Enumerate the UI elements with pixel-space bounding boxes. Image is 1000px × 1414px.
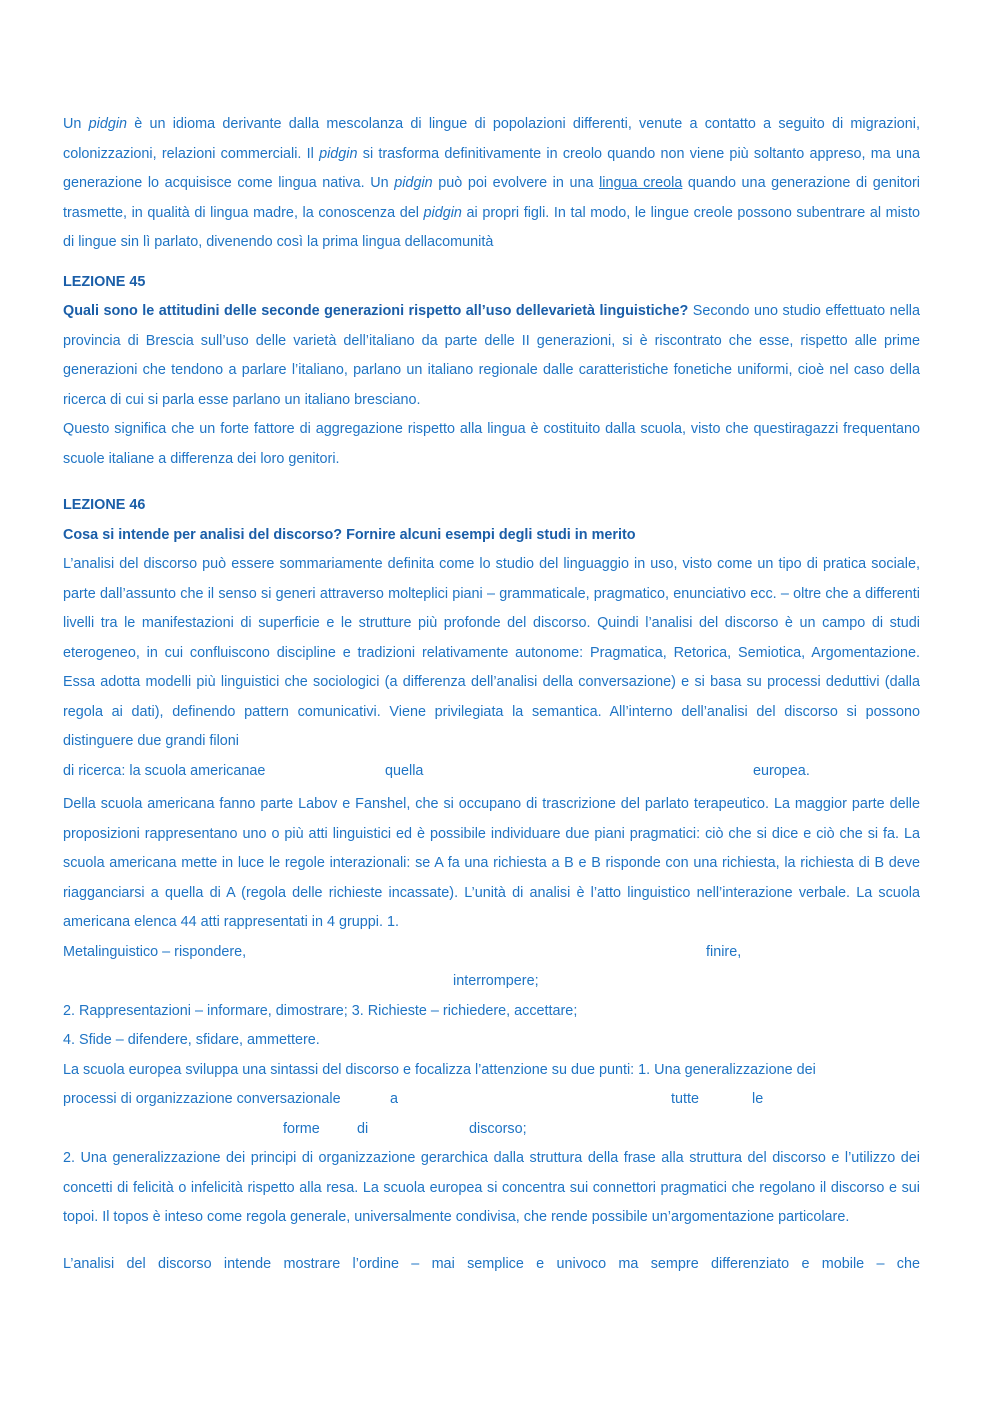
paragraph-lezione-45 xyxy=(63,297,920,415)
text: è un idioma derivante dalla mescolanza di lingue di popolazioni differenti, venute a contatto a seguito di migrazioni, colonizzazioni, relazioni commerciali. Il xyxy=(63,116,920,162)
italic-term: pidgin xyxy=(423,204,462,221)
text: le xyxy=(752,1091,764,1107)
heading-lezione-46: LEZIONE 46 xyxy=(63,497,146,513)
paragraph-analisi: L’analisi del discorso può essere sommariamente definita come lo studio del linguaggio in uso, visto come un tipo di pratica sociale, parte dall’assunto che il senso si generi attraverso molteplici piani – grammaticale, pragmatico, enunciativo ecc. – oltre che a differenti livelli tra le manifestazioni di superficie e le strutture più profonde del discorso. Quindi l’analisi del discorso è un campo di studi eterogeneo, in cui confluiscono discipline e tradizioni relativamente autonome: Pragmatica, Retorica, Semiotica, Argomentazione. Essa adotta modelli più linguistici che sociologici (a differenza dell’analisi della conversazione) e si basa su processi deduttivi (dalla regola ai dati), definendo pattern comunicativi. Viene privilegiata la semantica. All’interno dell’analisi del discorso si possono distinguere due grandi filoni xyxy=(63,556,920,749)
question: Quali sono le attitudini delle seconde generazioni rispetto all’uso dellevarietà linguistiche? xyxy=(63,303,689,319)
text: quando una generazione di genitori trasmette, in qualità di lingua madre, la conoscenza del xyxy=(63,175,920,221)
paragraph-scuola-europea-line-3 xyxy=(63,1115,920,1145)
link-lingua-creola[interactable]: lingua creola xyxy=(599,175,683,191)
list-line-1-end xyxy=(63,967,920,997)
text: interrompere; xyxy=(453,973,539,989)
text: forme xyxy=(283,1120,320,1137)
text: finire, xyxy=(706,943,742,960)
paragraph-scuola-europea-line-2 xyxy=(63,1085,920,1115)
question-lezione-46: Cosa si intende per analisi del discorso? Fornire alcuni esempi degli studi in merito xyxy=(63,526,636,543)
text: discorso; xyxy=(469,1120,527,1137)
text: si trasforma definitivamente in creolo quando non viene più soltanto appreso, ma una generazione lo acquisisce come lingua nativa. Un xyxy=(63,145,920,191)
text: può poi evolvere in una xyxy=(432,175,600,191)
text: quella xyxy=(385,762,424,779)
paragraph-scuola-europea: La scuola europea sviluppa una sintassi del discorso e focalizza l’attenzione su due punti: 1. Una generalizzazione dei xyxy=(63,1061,816,1078)
italic-term: pidgin xyxy=(319,145,358,162)
paragraph-scuola-americana: Della scuola americana fanno parte Labov e Fanshel, che si occupano di trascrizione del parlato terapeutico. La maggior parte delle proposizioni rappresentano uno o più atti linguistici ed è possibile individuare due piani pragmatici: ciò che si dice e ciò che si fa. La scuola americana mette in luce le regole interazionali: se A fa una richiesta a B e B risponde con una richiesta, la richiesta di B deve riagganciarsi a quella di A (regola delle richieste incassate). L’unità di analisi è l’atto linguistico nell’interazione verbale. La scuola americana elenca 44 atti rappresentati in 4 gruppi. 1. xyxy=(63,796,920,930)
list-item-4: 4. Sfide – difendere, sfidare, ammettere. xyxy=(63,1032,320,1048)
text: europea. xyxy=(753,762,810,779)
italic-term: pidgin xyxy=(88,116,128,132)
paragraph-generalizzazione: 2. Una generalizzazione dei principi di organizzazione gerarchica dalla struttura della frase alla struttura del discorso e l’utilizzo dei concetti di felicità o infelicità rispetto alla resa. La scuola europea si concentra sui connettori pragmatici che regolano il discorso e sui topoi. Il topos è inteso come regola generale, universalmente condivisa, che rende possibile un’argomentazione particolare. xyxy=(63,1150,920,1225)
paragraph-ordine: L’analisi del discorso intende mostrare l’ordine – mai semplice e univoco ma sempre differenziato e mobile – che xyxy=(63,1255,920,1272)
paragraph-scuola-americana-last-line xyxy=(63,938,920,968)
text: Metalinguistico – rispondere, xyxy=(63,943,247,960)
italic-term: pidgin xyxy=(394,175,433,191)
text: di ricerca: la scuola americanae xyxy=(63,762,266,779)
paragraph-lezione-45-end: Questo significa che un forte fattore di aggregazione rispetto alla lingua è costituito dalla scuola, visto che questiragazzi frequentano scuole italiane a differenza dei loro genitori. xyxy=(63,421,920,467)
text: processi di organizzazione conversazionale xyxy=(63,1091,341,1107)
list-item-2-3: 2. Rappresentazioni – informare, dimostrare; 3. Richieste – richiedere, accettare; xyxy=(63,1002,578,1019)
text: tutte xyxy=(671,1091,700,1107)
text: Un xyxy=(63,116,89,132)
text: Secondo uno studio effettuato nella provincia di Brescia sull’uso delle varietà dell’italiano da parte delle II generazioni, si è riscontrato che esse, rispetto alle prime generazioni che tendono a parlare l’italiano, parlano un italiano regionale dalle caratteristiche fonetiche uniformi, cioè nel caso della ricerca di cui si parla esse parlano un italiano bresciano. xyxy=(63,303,920,408)
paragraph-pidgin xyxy=(63,110,920,258)
text: ai propri figli. In tal modo, le lingue creole possono subentrare al misto di lingue sin lì parlato, divenendo così la prima lingua dellacomunità xyxy=(63,204,920,250)
text: a xyxy=(390,1091,399,1107)
heading-lezione-45: LEZIONE 45 xyxy=(63,273,146,290)
text: di xyxy=(357,1120,369,1137)
document-page xyxy=(63,110,920,1279)
paragraph-analisi-last-line xyxy=(63,757,920,787)
